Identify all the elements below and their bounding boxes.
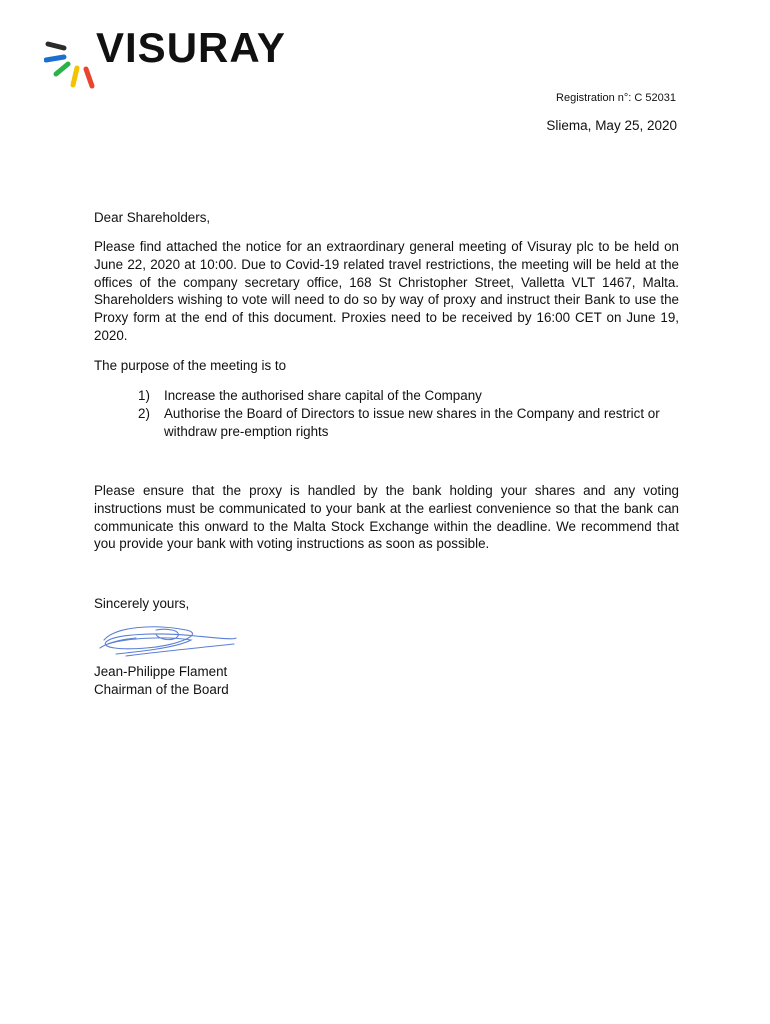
list-item-text: Authorise the Board of Directors to issue new shares in the Company and restrict or withdraw pre-emption rights	[164, 405, 660, 439]
meeting-notice-paragraph: Please find attached the notice for an extraordinary general meeting of Visuray plc to be held on June 22, 2020 at 10:00. Due to Covid-19 related travel restrictions, the meeting will be held at the offices of the company secretary office, 168 St Christopher Street, Valletta VLT 1467, Malta. Shareholders wishing to vote will need to do so by way of proxy and instruct their Bank to use the Proxy form at the end of this document. Proxies need to be received by 16:00 CET on June 19, 2020.	[94, 239, 679, 343]
closing: Sincerely yours,	[94, 596, 190, 611]
company-logo	[44, 24, 286, 96]
letter-date: Sliema, May 25, 2020	[546, 118, 677, 133]
purpose-intro: The purpose of the meeting is to	[94, 358, 287, 373]
handwritten-signature	[96, 618, 241, 660]
proxy-instructions-paragraph: Please ensure that the proxy is handled by the bank holding your shares and any voting instructions must be communicated to your bank at the earliest convenience so that the bank can communicate this onward to the Malta Stock Exchange within the deadline. We recommend that you provide your bank with voting instructions as soon as possible.	[94, 483, 679, 552]
registration-number: Registration n°: C 52031	[556, 92, 676, 104]
purpose-list	[138, 387, 679, 440]
list-item-number: 2)	[138, 405, 150, 421]
salutation: Dear Shareholders,	[94, 210, 211, 225]
signer-name: Jean-Philippe Flament	[94, 664, 228, 679]
list-item	[138, 387, 679, 405]
list-item	[138, 405, 679, 441]
signer-block	[94, 663, 679, 699]
signer-title: Chairman of the Board	[94, 681, 229, 697]
logo-rays-icon	[44, 24, 104, 96]
logo-wordmark: VISURAY	[96, 24, 286, 71]
list-item-number: 1)	[138, 388, 150, 403]
list-item-text: Increase the authorised share capital of the Company	[164, 388, 482, 403]
